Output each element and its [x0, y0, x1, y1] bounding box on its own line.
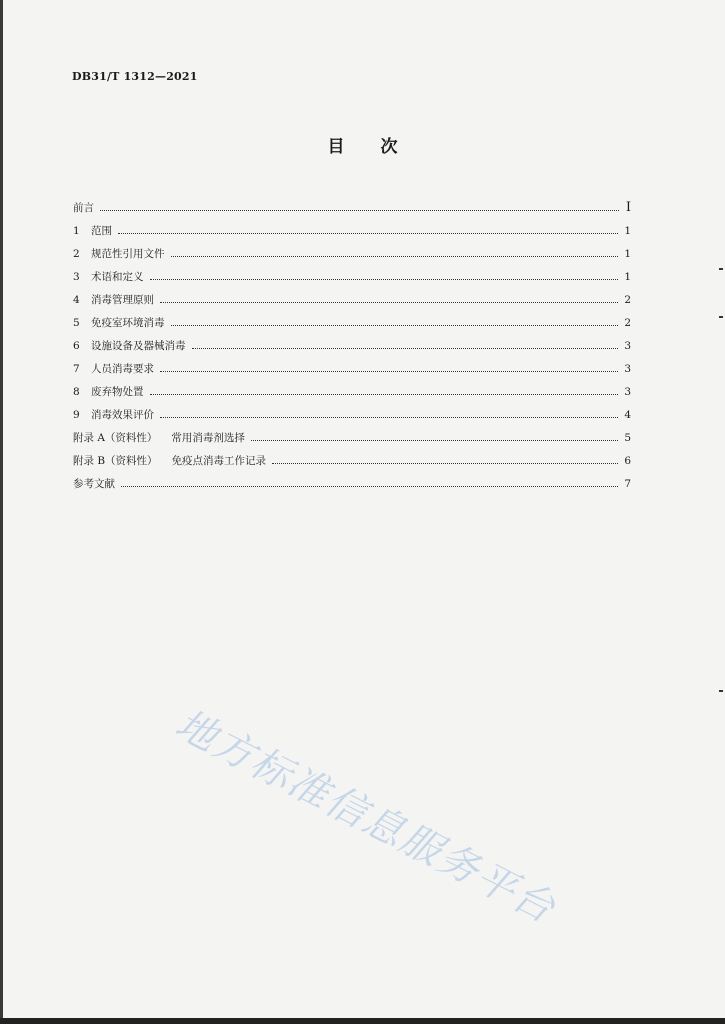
toc-leader-dots — [171, 256, 619, 257]
toc-entry-text: 参考文献 — [73, 478, 115, 490]
toc-entry-text: 附录 A（资料性） — [73, 432, 158, 444]
toc-entry-page: 5 — [624, 432, 631, 444]
toc-entry-number: 4 — [73, 294, 80, 306]
toc-title-left: 目 — [327, 137, 345, 157]
toc-entry-label — [73, 454, 266, 468]
toc-entry[interactable] — [73, 445, 631, 468]
toc-entry-text: 人员消毒要求 — [91, 363, 154, 375]
toc-entry-page: 3 — [624, 363, 631, 375]
toc-entry-text: 设施设备及器械消毒 — [91, 340, 186, 352]
toc-entry[interactable] — [73, 422, 631, 445]
toc-leader-dots — [150, 279, 619, 280]
toc-entry-number: 9 — [73, 409, 80, 421]
toc-entry-page: 1 — [624, 248, 631, 260]
document-code: DB31/T 1312—2021 — [72, 70, 198, 83]
toc-entry-subtitle: 免疫点消毒工作记录 — [171, 455, 267, 467]
toc-entry-label — [73, 293, 154, 307]
toc-entry-page: 2 — [624, 317, 631, 329]
toc-entry-label — [73, 270, 144, 284]
toc-entry-text: 废弃物处置 — [91, 386, 144, 398]
scan-mark — [719, 690, 723, 692]
toc-entry[interactable] — [73, 307, 631, 330]
scan-mark — [719, 268, 723, 270]
toc-leader-dots — [121, 486, 618, 487]
toc-leader-dots — [251, 440, 618, 441]
toc-entry-number: 7 — [73, 363, 80, 375]
toc-entry-label — [73, 385, 144, 399]
toc-entry-page: 6 — [624, 455, 631, 467]
toc-entry-label — [73, 201, 94, 215]
toc-title — [0, 132, 725, 157]
toc-leader-dots — [118, 233, 618, 234]
toc-entry-text: 规范性引用文件 — [91, 248, 165, 260]
toc-entry-label — [73, 431, 245, 445]
toc-entry-subtitle: 常用消毒剂选择 — [171, 432, 245, 444]
scan-mark — [719, 316, 723, 318]
toc-entry-label — [73, 224, 112, 238]
toc-entry-text: 前言 — [73, 202, 94, 214]
toc-entry[interactable] — [73, 192, 631, 215]
toc-entry-label — [73, 477, 115, 491]
toc-entry-number: 3 — [73, 271, 80, 283]
toc-entry-page: 7 — [624, 478, 631, 490]
toc-entry-text: 消毒效果评价 — [91, 409, 154, 421]
toc-entry[interactable] — [73, 399, 631, 422]
toc-entry-text: 消毒管理原则 — [91, 294, 154, 306]
toc-entry-label — [73, 408, 154, 422]
toc-entry-page: 1 — [624, 271, 631, 283]
toc-entry-page: 3 — [624, 386, 631, 398]
toc-entry-label — [73, 247, 165, 261]
toc-entry[interactable] — [73, 353, 631, 376]
toc-leader-dots — [171, 325, 619, 326]
toc-entry-page: 1 — [624, 225, 631, 237]
toc-entry-number: 1 — [73, 225, 80, 237]
toc-entry-text: 附录 B（资料性） — [73, 455, 158, 467]
toc-entry-page: 3 — [624, 340, 631, 352]
toc-entry-number: 2 — [73, 248, 80, 260]
toc-leader-dots — [160, 417, 618, 418]
toc-leader-dots — [272, 463, 618, 464]
toc-leader-dots — [160, 302, 618, 303]
toc-entry[interactable] — [73, 468, 631, 491]
toc-entry[interactable] — [73, 261, 631, 284]
toc-leader-dots — [100, 210, 619, 211]
toc-entry[interactable] — [73, 238, 631, 261]
toc-title-right: 次 — [380, 137, 398, 157]
toc-entry-number: 6 — [73, 340, 80, 352]
table-of-contents — [73, 192, 631, 491]
toc-entry-page: 2 — [624, 294, 631, 306]
toc-entry-number: 8 — [73, 386, 80, 398]
toc-entry-page: 4 — [624, 409, 631, 421]
toc-leader-dots — [150, 394, 619, 395]
toc-entry[interactable] — [73, 284, 631, 307]
toc-entry-label — [73, 339, 186, 353]
toc-entry-number: 5 — [73, 317, 80, 329]
toc-entry[interactable] — [73, 376, 631, 399]
page-bottom-edge — [0, 1018, 725, 1024]
toc-entry[interactable] — [73, 330, 631, 353]
toc-entry-page: I — [625, 200, 631, 215]
toc-leader-dots — [160, 371, 618, 372]
toc-entry-text: 术语和定义 — [91, 271, 144, 283]
toc-entry-text: 免疫室环境消毒 — [91, 317, 165, 329]
toc-entry-label — [73, 316, 165, 330]
toc-entry-text: 范围 — [91, 225, 112, 237]
toc-entry[interactable] — [73, 215, 631, 238]
watermark: 地方标准信息服务平台 — [167, 701, 564, 933]
toc-leader-dots — [192, 348, 619, 349]
toc-entry-label — [73, 362, 154, 376]
